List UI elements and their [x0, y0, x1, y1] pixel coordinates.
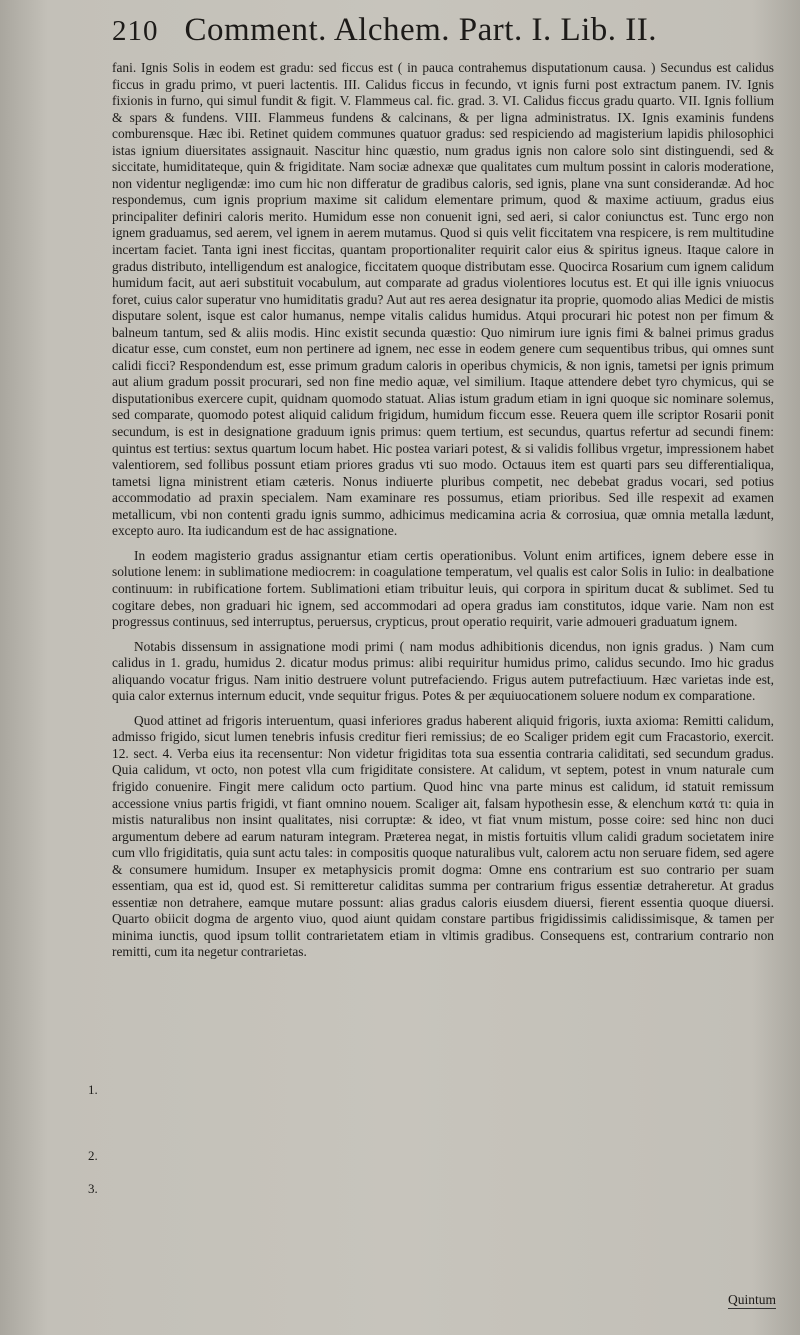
page-number: 210 — [112, 15, 159, 47]
paragraph-2: In eodem magisterio gradus assignantur etiam certis operationibus. Volunt enim artifices, ignem debere esse in solutione lenem: in sublimatione mediocrem: in coagulatione temperatum, vel qualis est calor Solis in Iulio: in dealbatione continuum: in rubificatione fortem. Sublimationi etiam tribuitur leuis, qui corpora in spiritum ducat & sublimet. Sed tu cogitare debes, non graduari hic ignem, sed accommodari ad opera gradus iam constitutos, idque varie. Nam non est progressus continuus, sed interruptus, peruersus, crypticus, prout operatio requirit, varie admoueri graduatum ignem. — [112, 547, 774, 630]
margin-number: 3. — [88, 1181, 98, 1197]
catchword: Quintum — [727, 1292, 776, 1307]
paragraph-4: Quod attinet ad frigoris interuentum, quasi inferiores gradus haberent aliquid frigoris, iuxta axioma: Remitti calidum, admisso frigido, sicut lumen tenebris infusis creditur fieri remissius; de eo Scaliger pridem egit cum Fracastorio, exercit. 12. sect. 4. Verba eius ita recensentur: Non videtur frigiditas tota sua essentia contraria caliditati, sed secundum gradus. Quia calidum, vt octo, non potest vlla cum frigiditate consistere. At calidum, vt septem, potest in vnum naturale cum frigido conuenire. Fingit mere calidum octo partium. Quod hinc vna parte minus est calidum, id statuit remissum accessione vnius partis frigidi, vt fiant omnino nouem. Scaliger ait, falsam hypothesin esse, & elenchum κατά τι: quia in mistis naturalibus non insint qualitates, nisi corruptæ: & ideo, vt fiat vnum mistum, posse coire: sed hinc non duci argumentum debere ad earum naturam integram. Præterea negat, in mistis fortuitis vllum calidi gradum societatem inire cum vllo frigiditatis, quia sunt actu tales: in compositis quoque naturalibus vult, calorem actu non seruare fidem, sed agere & consumere humidum. Insuper ex metaphysicis promit dogma: Omne ens contrarium est suo contrario per suam essentiam, qua est id, quod est. Si remitteretur caliditas summa per contrarium frigus essentiæ detraheretur. At gradus essentiæ non detrahere, eamque mutare possunt: alias gradus caloris eiusdem diuersi, fierent essentia quoque diuersi. Quarto obiicit dogma de argento viuo, quod aiunt quidam constare partibus frigidissimis calidissimisque, & tamen per minima iunctis, quod ipsum tollit contrarietatem etiam in vltimis gradibus. Consequens est, contrarium contrario non remitti, cum ita negetur contrarietas. — [112, 712, 774, 960]
running-title: Comment. Alchem. Part. I. Lib. II. — [184, 12, 658, 48]
paragraph-1: fani. Ignis Solis in eodem est gradu: sed ficcus est ( in pauca contrahemus disputationum causa. ) Secundus est calidus ficcus in gradu primo, vt pueri lactentis. III. Calidus ficcus in fecundo, vt ignis furni post extractum panem. IV. Ignis fixionis in furno, qui simul fundit & figit. V. Flammeus cal. fic. grad. 3. VI. Calidus ficcus gradu quarto. VII. Ignis follium & spars & fundens. VIII. Flammeus fundens & calcinans, & per ligna administratus. IX. Ignis examinis fundens comburensque. Hæc ibi. Retinet quidem communes quatuor gradus: sed respiciendo ad magisterium lapidis philosophici istas ignium diuersitates assignauit. Nascitur hinc quæstio, num gradus ignis non calore solo sint distinguendi, sed & siccitate, humiditateque, quin & frigiditate. Nam sociæ adnexæ que qualitates cum multum possint in caloris moderatione, non videntur negligendæ: imo cum hic non differatur de gradibus caloris, sed ignis, plane vna sunt considerandæ. Ad hoc respondemus, cum ignis proprium maxime sit calidum elementare primum, quod & maxime actiuum, gradus eius principaliter definiri caloris merito. Humidum esse non conuenit igni, sed aeri, si calor coniunctus est. Tunc ergo non ignem graduamus, sed aerem, vel ignem in aerem mutamus. Quod si quis velit ficcitatem vna respicere, is rem multitudine incertam faciet. Tanta igni inest ficcitas, quantam proportionaliter requirit calor eius & spiritus igneus. Itaque calore in gradus distributo, intelligendum est analogice, ficcitatem quoque distributam esse. Quocirca Rosarium cum ignem calidum humidum facit, aut aeri substituit vocabulum, aut comparate ad gradus violentiores locutus est. Et qui ille ignis vniuocus foret, cuius calor superatur vno humiditatis gradu? Aut aut res aerea designatur ita proprie, quomodo alias Medici de mistis disputare solent, isque est calor humanus, nempe vitalis calidus humidus. Atqui procurari hic potest non per fimum & balneum tantum, sed & aliis modis. Hinc existit secunda quæstio: Quo nimirum iure ignis fimi & balnei primus gradus dicatur esse, cum constet, eum non pertinere ad ignem, nec esse in eodem genere cum sequentibus tribus, qui omnes sunt calidi ficci? Respondendum est, esse primum gradum caloris in operibus chymicis, & non ignis, tametsi per ignis primum aut alium gradum possit procurari, sed non fine medio aquæ, vel similium. Itaque attendere debet tyro chymicus, qui se disputationibus exercere cupit, quidnam quomodo statuat. Alias istum gradum etiam in igni quoque sic nominare solemus, sed comparate, quomodo potest aliquid calidum frigidum, humidum ficcum esse. Reuera quem ille scriptor Rosarii ponit secundum, is est in designatione graduum ignis primus: quem tertium, est secundus, quartus refertur ad secundi finem: quintus est tertius: sextus quartum locum habet. Hic postea variari potest, & si validis follibus vrgetur, impressionem habet valentiorem, sed follibus possunt etiam priores gradus vti suo modo. Octauus item est quarti pars seu differentialiqua, tametsi ligna ministrent etiam cæteris. Nonus indiuerte pluribus competit, nec debebat gradus vocari, sed potius accommodatio ad praxin specialem. Nam examinare res possumus, etiam prioribus. Sed ille respexit ad examen metallicum, vbi non contenti gradu ignis summo, adhicimus medicamina acria & corrosiua, quæ omnia metalla lædunt, excepto auro. Ita iudicandum est de hac assignatione. — [112, 60, 774, 539]
running-head — [112, 12, 774, 56]
margin-number: 1. — [88, 1082, 98, 1097]
paragraph-3: Notabis dissensum in assignatione modi primi ( nam modus adhibitionis dicendus, non ignis gradus. ) Nam cum calidus in 1. gradu, humidus 2. dicatur modus primus: alibi requiritur humidus primo, calidus secundo. Imo hic gradus aliquando vocatur frigus. Nam initio destruere volunt putrefaciendo. Frigus autem putrefactiuum. Hæc varietas inde est, quia calor externus internum educit, vnde sequitur frigus. Potes & per æquiuocationem soluere nodum ex comparatione. — [112, 638, 774, 704]
margin-numbers — [88, 1082, 108, 1198]
margin-number: 2. — [88, 1148, 98, 1164]
